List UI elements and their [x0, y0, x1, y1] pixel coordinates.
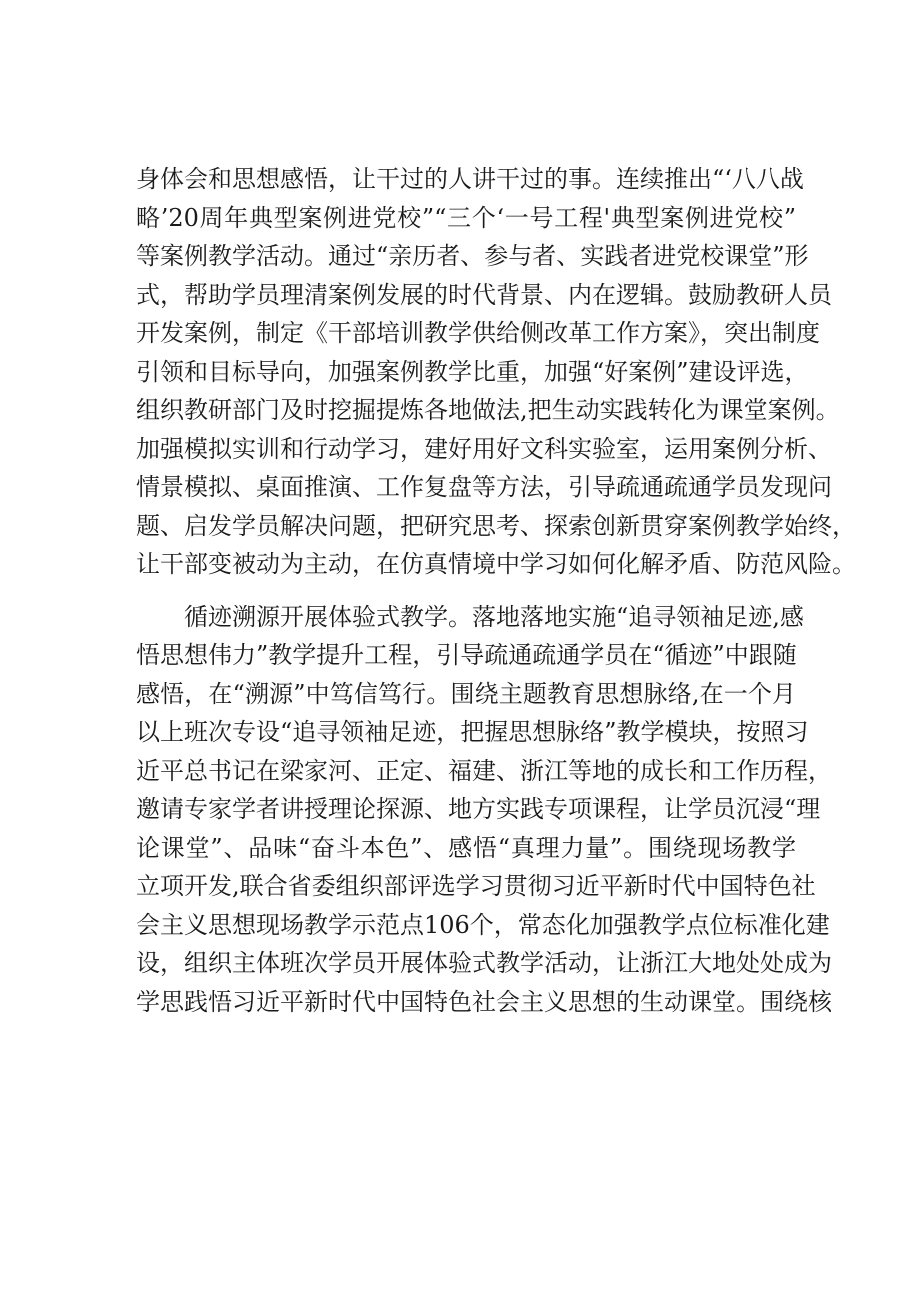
text-line: 立项开发,联合省委组织部评选学习贯彻习近平新时代中国特色社 — [136, 872, 816, 900]
text-line: 感悟，在“溯源”中笃信笃行。围绕主题教育思想脉络,在一个月 — [136, 679, 796, 708]
paragraph-spacer — [136, 584, 796, 598]
text-line: 会主义思想现场教学示范点106个，常态化加强教学点位标准化建 — [136, 910, 830, 939]
text-line: 加强模拟实训和行动学习，建好用好文科实验室，运用案例分析、 — [136, 434, 832, 463]
text-line: 引领和目标导向，加强案例教学比重，加强“好案例”建设评选， — [136, 357, 809, 386]
text-line: 题、启发学员解决问题，把研究思考、探索创新贯穿案例教学始终， — [136, 511, 856, 540]
paragraph-2 — [136, 598, 832, 1022]
text-line: 近平总书记在梁家河、正定、福建、浙江等地的成长和工作历程， — [136, 756, 832, 785]
text-line: 式，帮助学员理清案例发展的时代背景、内在逻辑。鼓励教研人员 — [136, 280, 832, 309]
body-text — [136, 160, 856, 1021]
text-line: 设，组织主体班次学员开展体验式教学活动，让浙江大地处处成为 — [136, 949, 832, 977]
text-line: 以上班次专设“追寻领袖足迹，把握思想脉络”教学模块，按照习 — [136, 718, 809, 746]
text-line: 等案例教学活动。通过“亲历者、参与者、实践者进党校课堂”形 — [136, 242, 809, 270]
text-line: 悟思想伟力”教学提升工程，引导疏通疏通学员在“循迹”中跟随 — [136, 641, 797, 669]
text-line: 略’20周年典型案例进党校”“三个‘一号工程'典型案例进党校” — [136, 203, 796, 232]
text-line: 循迹溯源开展体验式教学。落地落地实施“追寻领袖足迹,感 — [184, 602, 804, 631]
text-line: 组织教研部门及时挖掘提炼各地做法,把生动实践转化为课堂案例。 — [136, 396, 840, 424]
text-line: 学思践悟习近平新时代中国特色社会主义思想的生动课堂。围绕核 — [136, 987, 832, 1016]
text-line: 开发案例，制定《干部培训教学供给侧改革工作方案》，突出制度 — [136, 319, 820, 347]
text-line: 身体会和思想感悟，让干过的人讲干过的事。连续推出“‘八八战 — [136, 165, 804, 193]
text-line: 论课堂”、品味“奋斗本色”、感悟“真理力量”。围绕现场教学 — [136, 833, 796, 862]
text-line: 情景模拟、桌面推演、工作复盘等方法，引导疏通疏通学员发现问 — [136, 473, 832, 501]
paragraph-1 — [136, 160, 856, 584]
text-line: 让干部变被动为主动，在仿真情境中学习如何化解矛盾、防范风险。 — [136, 550, 856, 578]
text-line: 邀请专家学者讲授理论探源、地方实践专项课程，让学员沉浸“理 — [136, 795, 821, 823]
